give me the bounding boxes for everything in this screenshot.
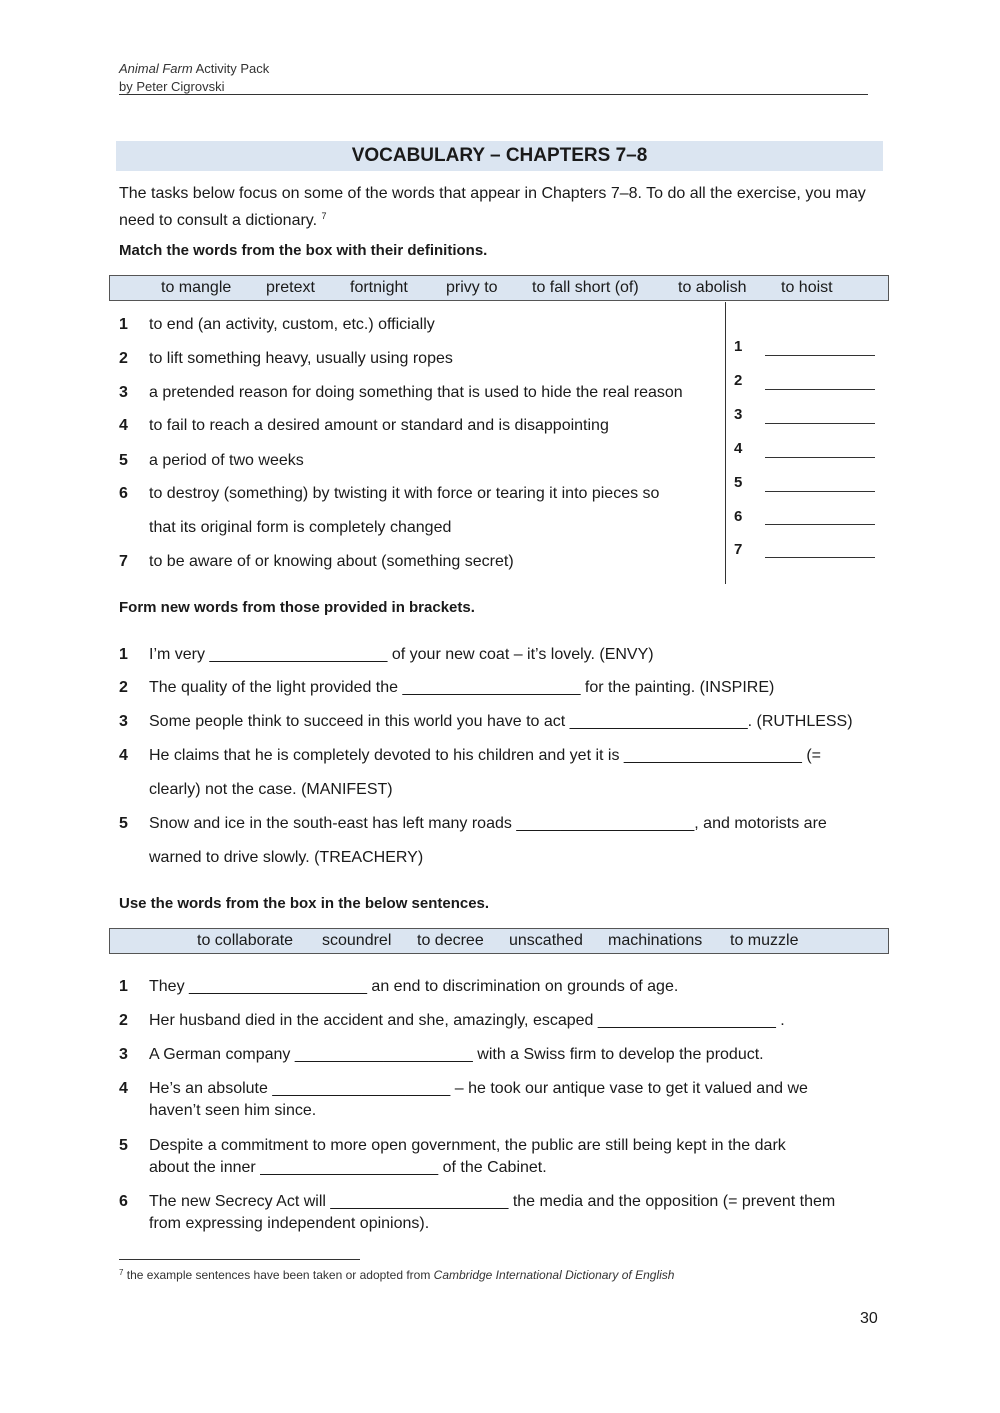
word-box-item: unscathed	[509, 932, 583, 949]
item-text: He’s an absolute ____________________ – he took our antique vase to get it valued and we	[149, 1080, 808, 1097]
word-box-item: to collaborate	[197, 932, 294, 949]
item-text: He claims that he is completely devoted to his children and yet it is ____________________ (=	[149, 747, 821, 764]
item-number: 5	[119, 1137, 128, 1154]
item-text: A German company ____________________ with a Swiss firm to develop the product.	[149, 1046, 764, 1063]
footnote-text: the example sentences have been taken or adopted from	[123, 1268, 434, 1282]
word-box-item: privy to	[446, 279, 498, 296]
answer-number: 3	[734, 406, 743, 423]
answer-blank[interactable]	[765, 557, 875, 558]
answer-blank[interactable]	[765, 491, 875, 492]
item-text: The new Secrecy Act will ____________________ the media and the opposition (= prevent them	[149, 1193, 836, 1210]
answer-blank[interactable]	[765, 423, 875, 424]
item-text: I’m very ____________________ of your new coat – it’s lovely. (ENVY)	[149, 646, 654, 663]
definition-text: to lift something heavy, usually using ropes	[149, 350, 453, 367]
footnote-rule	[119, 1259, 360, 1260]
footnote-source: Cambridge International Dictionary of English	[433, 1268, 675, 1282]
answer-blank[interactable]	[765, 457, 875, 458]
item-text: Some people think to succeed in this world you have to act ____________________. (RUTHLESS)	[149, 713, 853, 730]
header-rule	[119, 94, 868, 95]
definition-number: 5	[119, 452, 128, 469]
item-number: 5	[119, 815, 128, 832]
item-text-cont: from expressing independent opinions).	[149, 1215, 430, 1232]
definition-number: 4	[119, 417, 128, 434]
footnote-ref: 7	[321, 211, 327, 221]
page-title: VOCABULARY – CHAPTERS 7–8	[351, 145, 648, 166]
word-box-item: to hoist	[781, 279, 833, 296]
item-number: 1	[119, 978, 128, 995]
item-text: Snow and ice in the south-east has left many roads ____________________, and motorists are	[149, 815, 827, 832]
item-number: 6	[119, 1193, 128, 1210]
definition-number: 1	[119, 316, 128, 333]
definition-number: 3	[119, 384, 128, 401]
intro-paragraph	[119, 183, 879, 232]
answer-number: 5	[734, 474, 743, 491]
definition-text: a pretended reason for doing something that is used to hide the real reason	[149, 384, 683, 401]
word-box-item: to fall short (of)	[532, 279, 639, 296]
answer-blank[interactable]	[765, 389, 875, 390]
word-box-item: to mangle	[161, 279, 232, 296]
footnote-number: 7	[119, 1268, 124, 1277]
section2-instruction: Form new words from those provided in brackets.	[119, 599, 475, 616]
answer-number: 1	[734, 338, 743, 355]
item-text: The quality of the light provided the ____________________ for the painting. (INSPIRE)	[149, 679, 775, 696]
word-box-item: to muzzle	[730, 932, 799, 949]
intro-text: The tasks below focus on some of the words that appear in Chapters 7–8. To do all the exercise, you may need to consult a dictionary.	[119, 185, 866, 229]
item-number: 3	[119, 713, 128, 730]
answer-number: 6	[734, 508, 743, 525]
item-text-cont: clearly) not the case. (MANIFEST)	[149, 781, 393, 798]
definition-text: to end (an activity, custom, etc.) officially	[149, 316, 435, 333]
item-number: 2	[119, 1012, 128, 1029]
definition-text-cont: that its original form is completely changed	[149, 519, 452, 536]
word-box-item: to decree	[417, 932, 484, 949]
item-number: 3	[119, 1046, 128, 1063]
answer-divider	[725, 302, 726, 584]
section1-instruction: Match the words from the box with their definitions.	[119, 242, 488, 259]
item-text-cont: about the inner ____________________ of the Cabinet.	[149, 1159, 547, 1176]
answer-number: 4	[734, 440, 743, 457]
definition-number: 6	[119, 485, 128, 502]
answer-blank[interactable]	[765, 355, 875, 356]
item-number: 1	[119, 646, 128, 663]
answer-number: 7	[734, 541, 743, 558]
item-text: Despite a commitment to more open government, the public are still being kept in the dark	[149, 1137, 786, 1154]
item-text: They ____________________ an end to discrimination on grounds of age.	[149, 978, 679, 995]
item-text-cont: haven’t seen him since.	[149, 1102, 317, 1119]
word-box-item: scoundrel	[322, 932, 392, 949]
section1-word-box	[109, 275, 889, 301]
item-number: 4	[119, 747, 128, 764]
item-text: Her husband died in the accident and she, amazingly, escaped ____________________ .	[149, 1012, 785, 1029]
definition-text: to be aware of or knowing about (something secret)	[149, 553, 514, 570]
title-bar	[116, 141, 883, 171]
definition-text: to destroy (something) by twisting it with force or tearing it into pieces so	[149, 485, 660, 502]
definition-text: a period of two weeks	[149, 452, 304, 469]
definition-text: to fail to reach a desired amount or standard and is disappointing	[149, 417, 609, 434]
footnote	[119, 1268, 674, 1282]
definition-number: 2	[119, 350, 128, 367]
word-box-item: fortnight	[350, 279, 408, 296]
running-header-author: by Peter Cigrovski	[119, 79, 225, 94]
running-header-title	[119, 61, 269, 76]
word-box-item: pretext	[266, 279, 315, 296]
item-text-cont: warned to drive slowly. (TREACHERY)	[149, 849, 424, 866]
section3-instruction: Use the words from the box in the below sentences.	[119, 895, 490, 912]
pack-suffix: Activity Pack	[192, 61, 270, 76]
word-box-item: machinations	[608, 932, 703, 949]
answer-blank[interactable]	[765, 524, 875, 525]
answer-number: 2	[734, 372, 743, 389]
page-number: 30	[860, 1310, 878, 1327]
section3-word-box	[109, 928, 889, 954]
book-title: Animal Farm	[119, 61, 193, 76]
word-box-item: to abolish	[678, 279, 747, 296]
item-number: 2	[119, 679, 128, 696]
definition-number: 7	[119, 553, 128, 570]
item-number: 4	[119, 1080, 128, 1097]
